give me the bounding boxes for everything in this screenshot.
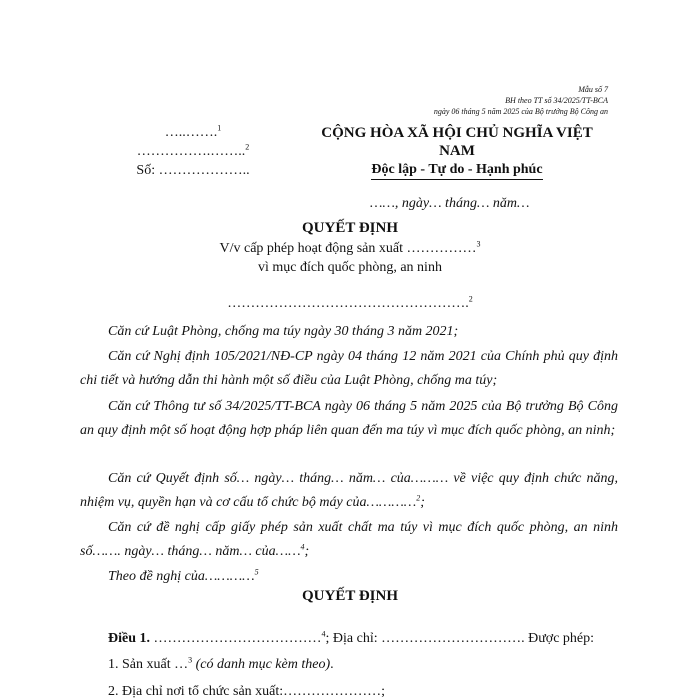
article-1-label: Điều 1. bbox=[108, 631, 150, 646]
form-number: Mẫu số 7 bbox=[578, 85, 608, 94]
subject-line-1: V/v cấp phép hoạt động sản xuất ……………$^3$ bbox=[219, 239, 481, 256]
subject-line-2: vì mục đích quốc phòng, an ninh bbox=[258, 260, 442, 275]
issuing-agency: …………….……..$^2$ bbox=[136, 142, 250, 159]
agency-header bbox=[118, 123, 268, 180]
form-reference bbox=[434, 84, 608, 117]
country-name: CỘNG HÒA XÃ HỘI CHỦ NGHĨA VIỆT NAM bbox=[321, 125, 593, 159]
authority-line: …………………………………………….$^2$ bbox=[227, 294, 473, 311]
footnote-ref: 2 bbox=[468, 294, 473, 304]
form-issued-by: BH theo TT số 34/2025/TT-BCA bbox=[505, 96, 608, 105]
preamble-decree: Căn cứ Nghị định 105/2021/NĐ-CP ngày 04 tháng 12 năm 2021 của Chính phủ quy định chi tiết và hướng dẫn thi hành một số điều của Luật Phòng, chống ma túy; bbox=[80, 349, 618, 388]
footnote-ref: 1 bbox=[217, 123, 222, 133]
article-1: Điều 1. ………………………………$^4$; Địa chỉ: …………………………. Được phép: bbox=[108, 629, 595, 646]
footnote-ref: 3 bbox=[476, 239, 481, 249]
national-header bbox=[312, 124, 602, 180]
preamble-circular: Căn cứ Thông tư số 34/2025/TT-BCA ngày 06 tháng 5 năm 2025 của Bộ trưởng Bộ Công an quy định một số hoạt động hợp pháp liên quan đến ma túy vì mục đích quốc phòng, an ninh; bbox=[80, 399, 618, 438]
form-issued-date: ngày 06 tháng 5 năm 2025 của Bộ trưởng Bộ Công an bbox=[433, 107, 608, 116]
document-title: QUYẾT ĐỊNH bbox=[302, 220, 398, 236]
article-1-item-1: 1. Sản xuất …$^3$ (có danh mục kèm theo). bbox=[108, 655, 334, 672]
place-date-line: ……, ngày… tháng… năm… bbox=[370, 196, 530, 211]
national-motto: Độc lập - Tự do - Hạnh phúc bbox=[371, 161, 542, 180]
parent-agency: …..…….$^1$ bbox=[164, 123, 222, 140]
footnote-ref: 2 bbox=[245, 142, 250, 152]
decision-heading: QUYẾT ĐỊNH bbox=[302, 588, 398, 604]
document-number: Số: ……………….. bbox=[136, 163, 250, 178]
footnote-ref: 4 bbox=[300, 542, 305, 552]
footnote-ref: 2 bbox=[416, 493, 421, 503]
footnote-ref: 3 bbox=[188, 655, 193, 665]
footnote-ref: 4 bbox=[321, 629, 326, 639]
footnote-ref: 5 bbox=[254, 567, 259, 577]
article-1-item-2: 2. Địa chỉ nơi tổ chức sản xuất:…………………; bbox=[108, 684, 386, 699]
preamble-law: Căn cứ Luật Phòng, chống ma túy ngày 30 tháng 3 năm 2021; bbox=[108, 324, 459, 339]
preamble-application: Căn cứ đề nghị cấp giấy phép sản xuất chất ma túy vì mục đích quốc phòng, an ninh số……. ngày… tháng… năm… của……$^4$; bbox=[80, 520, 618, 559]
preamble-proposal: Theo đề nghị của…………$^5$ bbox=[108, 567, 259, 584]
preamble-organization-decision: Căn cứ Quyết định số… ngày… tháng… năm… của……… về việc quy định chức năng, nhiệm vụ, quyền hạn và cơ cấu tổ chức bộ máy của…………$^2$; bbox=[80, 471, 618, 510]
